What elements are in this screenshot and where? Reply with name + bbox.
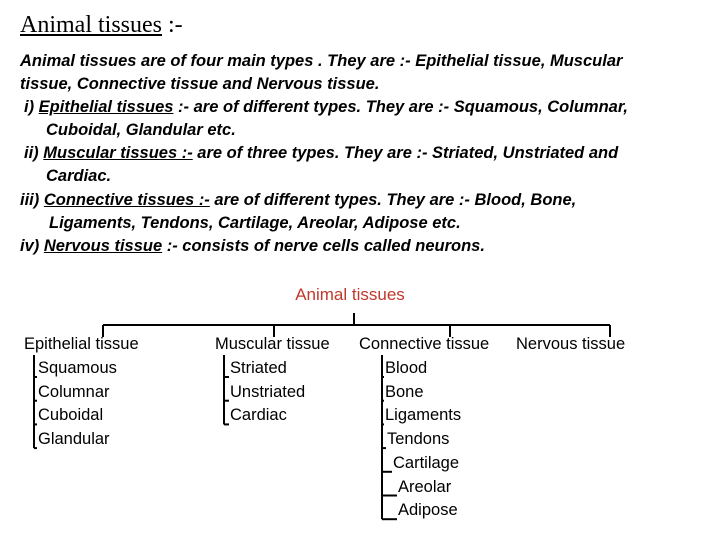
- leaf-blood: Blood: [385, 359, 428, 377]
- leaf-columnar: Columnar: [38, 382, 110, 401]
- page-title-suffix: :-: [162, 12, 183, 38]
- point-2-term: Muscular tissues :-: [43, 144, 193, 162]
- point-2-line-2: Cardiac.: [46, 167, 112, 185]
- leaf-striated: Striated: [230, 359, 287, 377]
- leaf-areolar: Areolar: [398, 477, 452, 496]
- point-2-number: ii): [24, 144, 44, 162]
- point-4-term: Nervous tissue: [43, 237, 163, 255]
- leaf-ligaments: Ligaments: [385, 406, 462, 425]
- page-title-text: Animal tissues: [20, 12, 162, 38]
- branch-epithelial-tissue: Epithelial tissue: [24, 335, 139, 353]
- point-4-text: :- consists of nerve cells called neurons.: [162, 237, 485, 255]
- point-3-text: are of different types. They are :- Blood, Bone,: [209, 191, 577, 209]
- leaf-tendons: Tendons: [387, 430, 450, 449]
- point-3-line-2: Ligaments, Tendons, Cartilage, Areolar, Adipose etc.: [49, 214, 461, 232]
- leaf-unstriated: Unstriated: [230, 382, 306, 401]
- intro-line-1: Animal tissues are of four main types . They are :- Epithelial tissue, Muscular: [20, 52, 623, 70]
- point-1-number: i): [24, 98, 39, 116]
- point-4-number: iv): [20, 237, 44, 255]
- leaf-cartilage: Cartilage: [393, 453, 460, 472]
- branch-muscular-tissue: Muscular tissue: [215, 335, 330, 353]
- intro-line-2: tissue, Connective tissue and Nervous tissue.: [20, 75, 380, 93]
- point-1-line-2: Cuboidal, Glandular etc.: [46, 121, 236, 139]
- branch-connective-tissue: Connective tissue: [359, 335, 490, 353]
- branch-nervous-tissue: Nervous tissue: [516, 335, 626, 353]
- point-1-text: :- are of different types. They are :- Squamous, Columnar,: [173, 98, 628, 116]
- point-2-text: are of three types. They are :- Striated, Unstriated and: [192, 144, 619, 162]
- point-3-term: Connective tissues :-: [43, 191, 210, 209]
- point-1-term: Epithelial tissues: [38, 98, 174, 116]
- tree-root-label: Animal tissues: [295, 285, 405, 304]
- point-3-number: iii): [20, 191, 44, 209]
- leaf-squamous: Squamous: [38, 359, 117, 377]
- leaf-cuboidal: Cuboidal: [38, 406, 104, 425]
- leaf-cardiac: Cardiac: [230, 406, 287, 425]
- leaf-glandular: Glandular: [38, 430, 110, 449]
- leaf-adipose: Adipose: [398, 501, 458, 520]
- leaf-bone: Bone: [385, 382, 424, 401]
